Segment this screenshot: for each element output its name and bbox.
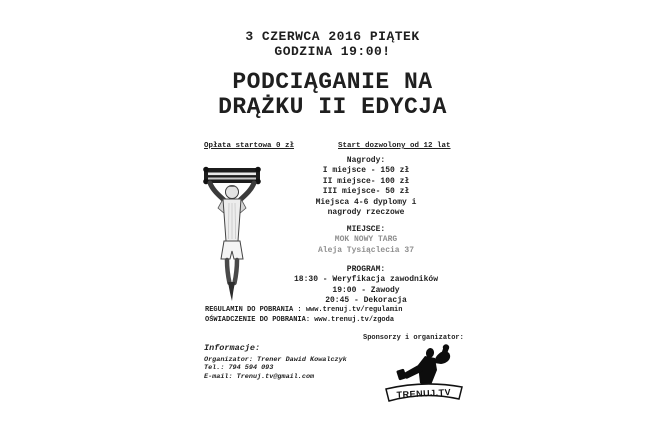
- prize-line: nagrody rzeczowe: [327, 208, 405, 218]
- program-heading: PROGRAM:: [346, 265, 386, 274]
- prizes-heading: Nagrody:: [346, 156, 386, 165]
- prize-line: III miejsce- 50 zł: [322, 187, 410, 197]
- statement-download-line: OŚWIADCZENIE DO POBRANIA: www.trenuj.tv/zgoda: [205, 315, 395, 324]
- pullup-figure-illustration: [197, 161, 267, 305]
- prize-line: I miejsce - 150 zł: [322, 166, 410, 176]
- downloads-section: [205, 306, 402, 326]
- venue-section: [285, 225, 447, 256]
- muscular-man-icon: [383, 344, 465, 402]
- logo-text: TRENUJ.TV: [396, 387, 452, 400]
- program-line: 19:00 - Zawody: [332, 285, 400, 295]
- program-line: 20:45 - Dekoracja: [325, 296, 407, 306]
- sponsors-label: Sponsorzy i organizator:: [363, 334, 464, 342]
- event-time: GODZINA 19:00!: [274, 44, 391, 59]
- email-line: E-mail: Trenuj.tv@gmail.com: [204, 372, 315, 381]
- prize-line: II miejsce- 100 zł: [322, 176, 410, 186]
- regulations-download-line: REGULAMIN DO POBRANIA : www.trenuj.tv/regulamin: [205, 306, 403, 314]
- pullup-figure-sketch: [197, 161, 267, 305]
- organizer-line: Organizator: Trener Dawid Kowalczyk: [204, 356, 347, 364]
- venue-name: MOK NOWY TARG: [334, 235, 398, 245]
- prize-line: Miejsca 4-6 dyplomy i: [315, 197, 417, 207]
- venue-address: Aleja Tysiąclecia 37: [317, 245, 414, 255]
- age-limit-label: Start dozwolony od 12 lat: [338, 142, 451, 150]
- venue-heading: MIEJSCE:: [346, 225, 386, 234]
- prizes-section: [285, 156, 447, 218]
- contact-info-section: [204, 343, 347, 381]
- entry-fee-label: Opłata startowa 0 zł: [204, 142, 295, 150]
- info-heading: Informacje:: [204, 343, 261, 353]
- phone-line: Tel.: 794 594 093: [204, 364, 274, 373]
- trenuj-tv-logo: [383, 344, 465, 402]
- poster-title-line1: PODCIĄGANIE NA: [232, 69, 433, 95]
- program-line: 18:30 - Weryfikacja zawodników: [293, 275, 439, 285]
- program-section: [285, 265, 447, 307]
- event-date: 3 CZERWCA 2016 PIĄTEK: [245, 29, 420, 44]
- poster-title-line2: DRĄŻKU II EDYCJA: [218, 94, 447, 120]
